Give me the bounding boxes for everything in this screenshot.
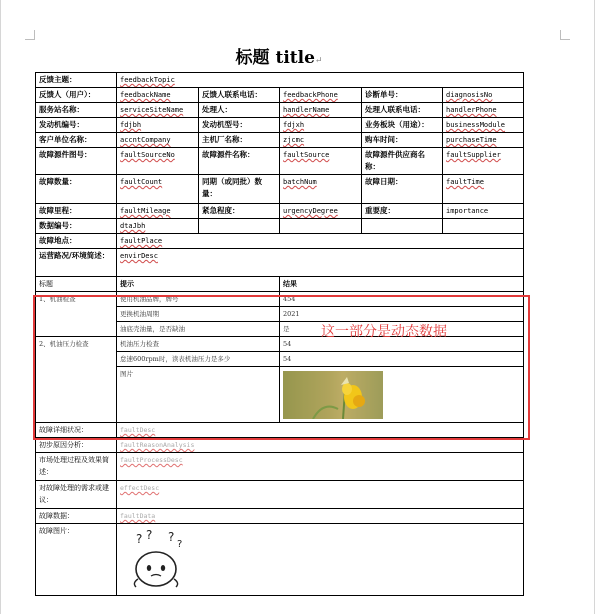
label-fault-place: 故障地点：	[36, 234, 117, 249]
label-batch-num: 同期（或同批）数量：	[199, 175, 280, 204]
label-fault-date: 故障日期：	[362, 175, 443, 204]
label-diagnosis-no: 诊断单号：	[362, 88, 443, 103]
value-fault-place[interactable]: faultPlace	[117, 234, 524, 249]
row-customer	[36, 133, 524, 148]
check-result[interactable]: 2021	[280, 307, 524, 322]
check-row	[36, 337, 524, 352]
svg-text:?: ?	[177, 539, 183, 550]
value-customer-company[interactable]: accntCompany	[117, 133, 199, 148]
label-importance: 重要度：	[362, 204, 443, 219]
label-service-site: 服务站名称：	[36, 103, 117, 118]
svg-text:?: ?	[168, 530, 175, 544]
value-oem-name[interactable]: zjcmc	[280, 133, 362, 148]
row-fault-source	[36, 148, 524, 175]
value-reason-analysis[interactable]: faultReasonAnalysis	[117, 438, 524, 453]
value-service-site[interactable]: serviceSiteName	[117, 103, 199, 118]
row-data-no	[36, 219, 524, 234]
value-data-no[interactable]: dtaJbh	[117, 219, 199, 234]
row-fault-mileage	[36, 204, 524, 219]
value-batch-num[interactable]: batchNum	[280, 175, 362, 204]
document-title[interactable]	[35, 44, 523, 72]
value-fault-date[interactable]: faultTime	[443, 175, 524, 204]
row-environment	[36, 249, 524, 277]
label-customer-company: 客户单位名称：	[36, 133, 117, 148]
paragraph-mark: ↵	[314, 56, 323, 66]
value-feedback-name[interactable]: feedbackName	[117, 88, 199, 103]
value-fault-source-no[interactable]: faultSourceNo	[117, 148, 199, 175]
label-oem-name: 主机厂名称：	[199, 133, 280, 148]
check-result[interactable]: 454	[280, 292, 524, 307]
value-fault-picture[interactable]	[117, 524, 524, 596]
check-hint[interactable]: 怠速600rpm时，读表机油压力是多少	[117, 352, 280, 367]
svg-text:?: ?	[146, 528, 153, 542]
row-feedback-person	[36, 88, 524, 103]
value-effect-desc[interactable]: effectDesc	[117, 481, 524, 509]
confused-sticker-image[interactable]	[120, 527, 190, 593]
check-row	[36, 292, 524, 307]
empty-cell[interactable]	[199, 219, 280, 234]
check-group-title[interactable]: 2、机油压力检查	[36, 337, 117, 423]
value-urgency[interactable]: urgencyDegree	[280, 204, 362, 219]
label-handler: 处理人：	[199, 103, 280, 118]
row-engine	[36, 118, 524, 133]
check-header-result: 结果	[280, 277, 524, 292]
row-process-desc	[36, 453, 524, 481]
check-header-title: 标题	[36, 277, 117, 292]
check-result[interactable]: 是	[280, 322, 524, 337]
check-hint[interactable]: 油底壳油量，是否缺油	[117, 322, 280, 337]
label-engine-model: 发动机型号：	[199, 118, 280, 133]
value-engine-model[interactable]: fdjxh	[280, 118, 362, 133]
check-result-image-cell[interactable]	[280, 367, 524, 423]
empty-cell[interactable]	[443, 219, 524, 234]
label-fault-desc: 故障详细状况：	[36, 423, 117, 438]
value-environment[interactable]: envirDesc	[117, 249, 524, 277]
value-fault-data[interactable]: faultData	[117, 509, 524, 524]
value-purchase-time[interactable]: purchaseTime	[443, 133, 524, 148]
value-feedback-topic[interactable]: feedbackTopic	[117, 73, 524, 88]
label-feedback-phone: 反馈人联系电话：	[199, 88, 280, 103]
value-importance[interactable]: importance	[443, 204, 524, 219]
label-handler-phone: 处理人联系电话：	[362, 103, 443, 118]
row-feedback-topic	[36, 73, 524, 88]
label-data-no: 数据编号：	[36, 219, 117, 234]
empty-cell[interactable]	[280, 219, 362, 234]
label-environment: 运营路况/环境简述：	[36, 249, 117, 277]
label-fault-picture: 故障图片：	[36, 524, 117, 596]
row-service-site	[36, 103, 524, 118]
label-fault-mileage: 故障里程：	[36, 204, 117, 219]
check-hint[interactable]: 使用机油品牌，牌号	[117, 292, 280, 307]
label-urgency: 紧急程度：	[199, 204, 280, 219]
value-fault-supplier[interactable]: faultSupplier	[443, 148, 524, 175]
value-engine-no[interactable]: fdjbh	[117, 118, 199, 133]
feedback-form-table	[35, 72, 524, 596]
label-feedback-topic: 反馈主题：	[36, 73, 117, 88]
check-hint[interactable]: 更换机油周期	[117, 307, 280, 322]
row-fault-place	[36, 234, 524, 249]
label-process-desc: 市场处理过程及效果简述：	[36, 453, 117, 481]
value-business-module[interactable]: businessModule	[443, 118, 524, 133]
label-engine-no: 发动机编号：	[36, 118, 117, 133]
title-text: 标题 title	[235, 48, 315, 68]
row-effect-desc	[36, 481, 524, 509]
check-result[interactable]: 54	[280, 352, 524, 367]
value-handler-phone[interactable]: handlerPhone	[443, 103, 524, 118]
row-reason-analysis	[36, 438, 524, 453]
value-fault-desc[interactable]: faultDesc	[117, 423, 524, 438]
label-business-module: 业务板块（用途）：	[362, 118, 443, 133]
check-result[interactable]: 54	[280, 337, 524, 352]
check-header-hint: 提示	[117, 277, 280, 292]
daffodil-photo[interactable]	[283, 371, 383, 419]
empty-cell[interactable]	[362, 219, 443, 234]
label-effect-desc: 对故障处理的需求或建议：	[36, 481, 117, 509]
value-fault-mileage[interactable]: faultMileage	[117, 204, 199, 219]
value-fault-count[interactable]: faultCount	[117, 175, 199, 204]
label-fault-supplier: 故障源件供应商名称：	[362, 148, 443, 175]
label-purchase-time: 购车时间：	[362, 133, 443, 148]
crop-mark-top-left	[25, 30, 35, 40]
label-reason-analysis: 初步原因分析：	[36, 438, 117, 453]
value-handler[interactable]: handlerName	[280, 103, 362, 118]
crop-mark-top-right	[560, 30, 570, 40]
check-group-title[interactable]: 1、机油检查	[36, 292, 117, 337]
row-fault-count	[36, 175, 524, 204]
check-header-row	[36, 277, 524, 292]
value-fault-source-name[interactable]: faultSource	[280, 148, 362, 175]
row-fault-picture	[36, 524, 524, 596]
label-fault-count: 故障数量：	[36, 175, 117, 204]
value-feedback-phone[interactable]: feedbackPhone	[280, 88, 362, 103]
svg-text:?: ?	[136, 532, 143, 546]
value-diagnosis-no[interactable]: diagnosisNo	[443, 88, 524, 103]
label-feedback-name: 反馈人（用户）：	[36, 88, 117, 103]
dynamic-data-annotation: 这一部分是动态数据	[321, 324, 447, 340]
check-hint[interactable]: 图片	[117, 367, 280, 423]
label-fault-data: 故障数据：	[36, 509, 117, 524]
row-fault-data	[36, 509, 524, 524]
row-fault-desc	[36, 423, 524, 438]
label-fault-source-name: 故障源件名称：	[199, 148, 280, 175]
value-process-desc[interactable]: faultProcessDesc	[117, 453, 524, 481]
check-hint[interactable]: 机油压力检查	[117, 337, 280, 352]
label-fault-source-no: 故障源件图号：	[36, 148, 117, 175]
